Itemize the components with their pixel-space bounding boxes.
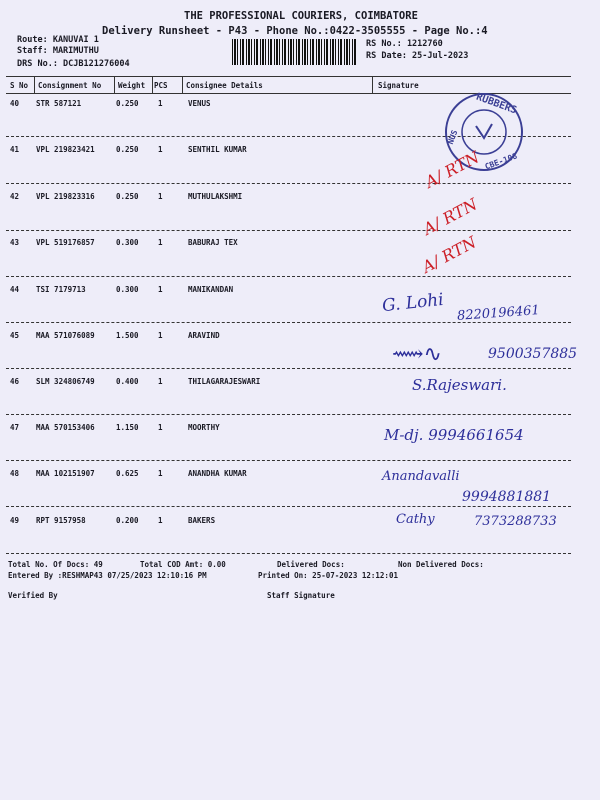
- header-rule-top: [6, 76, 571, 77]
- stamp-text-bottom: CBE-108: [483, 151, 519, 172]
- row-sno: 41: [10, 145, 20, 154]
- row-consignment: SLM 324806749: [36, 377, 95, 386]
- row-sno: 43: [10, 238, 20, 247]
- rs-date: RS Date: 25-Jul-2023: [366, 51, 469, 61]
- return-mark: A/ RTN: [421, 147, 483, 192]
- entered-by: Entered By :RESHMAP43 07/25/2023 12:10:16 PM: [8, 571, 207, 580]
- row-sno: 47: [10, 423, 20, 432]
- row-consignee: SENTHIL KUMAR: [188, 145, 247, 154]
- row-weight: 1.150: [116, 423, 139, 432]
- total-cod-amount: Total COD Amt: 0.00: [140, 560, 226, 569]
- row-pcs: 1: [158, 285, 163, 294]
- row-consignee: THILAGARAJESWARI: [188, 377, 261, 386]
- staff-signature-label: Staff Signature: [267, 591, 335, 600]
- row-pcs: 1: [158, 145, 163, 154]
- signature: Anandavalli: [382, 469, 460, 484]
- row-consignment: VPL 519176857: [36, 238, 95, 247]
- row-consignee: ANANDHA KUMAR: [188, 469, 247, 478]
- signature-scribble: ⟿∿: [392, 342, 442, 367]
- row-sno: 40: [10, 99, 20, 108]
- row-pcs: 1: [158, 238, 163, 247]
- row-consignee: ARAVIND: [188, 331, 220, 340]
- barcode: [232, 39, 358, 65]
- row-consignee: BAKERS: [188, 516, 216, 525]
- runsheet-title: Delivery Runsheet - P43 - Phone No.:0422-3505555 - Page No.:4: [102, 25, 488, 37]
- return-mark: A/ RTN: [418, 232, 480, 277]
- row-consignment: VPL 219823316: [36, 192, 95, 201]
- row-weight: 1.500: [116, 331, 139, 340]
- signature-phone: 7373288733: [474, 514, 557, 529]
- signature-phone: 8220196461: [456, 303, 541, 324]
- row-pcs: 1: [158, 423, 163, 432]
- table-row: [0, 238, 600, 284]
- row-sno: 48: [10, 469, 20, 478]
- row-consignment: MAA 102151907: [36, 469, 95, 478]
- signature-phone: 9994881881: [462, 489, 552, 505]
- row-consignment: MAA 571076089: [36, 331, 95, 340]
- col-signature: Signature: [378, 81, 419, 90]
- col-consignee: Consignee Details: [186, 81, 263, 90]
- delivered-docs: Delivered Docs:: [277, 560, 345, 569]
- row-consignee: VENUS: [188, 99, 211, 108]
- row-sno: 42: [10, 192, 20, 201]
- printed-on: Printed On: 25-07-2023 12:12:01: [258, 571, 398, 580]
- row-pcs: 1: [158, 331, 163, 340]
- row-weight: 0.300: [116, 238, 139, 247]
- drs-number: DRS No.: DCJB121276004: [17, 59, 130, 69]
- row-sno: 44: [10, 285, 20, 294]
- row-consignee: MANIKANDAN: [188, 285, 234, 294]
- return-mark: A/ RTN: [419, 194, 481, 239]
- verified-by-label: Verified By: [8, 591, 58, 600]
- signature: S.Rajeswari.: [412, 376, 507, 394]
- col-consignment: Consignment No: [38, 81, 102, 90]
- row-consignment: RPT 9157958: [36, 516, 86, 525]
- total-docs: Total No. Of Docs: 49: [8, 560, 103, 569]
- row-consignee: BABURAJ TEX: [188, 238, 238, 247]
- table-row: [0, 377, 600, 423]
- row-weight: 0.250: [116, 145, 139, 154]
- table-row: [0, 192, 600, 238]
- col-weight: Weight: [118, 81, 146, 90]
- row-weight: 0.300: [116, 285, 139, 294]
- col-sno: S No: [10, 81, 29, 90]
- staff-label: Staff: MARIMUTHU: [17, 46, 99, 56]
- signature: G. Lohi: [381, 289, 445, 317]
- row-sno: 49: [10, 516, 20, 525]
- non-delivered-docs: Non Delivered Docs:: [398, 560, 484, 569]
- row-consignment: VPL 219823421: [36, 145, 95, 154]
- row-consignment: MAA 570153406: [36, 423, 95, 432]
- route-label: Route: KANUVAI 1: [17, 35, 99, 45]
- stamp-text-left: NUS: [445, 128, 460, 146]
- row-pcs: 1: [158, 192, 163, 201]
- row-pcs: 1: [158, 377, 163, 386]
- row-weight: 0.250: [116, 99, 139, 108]
- signature-phone: 9500357885: [488, 346, 578, 362]
- rs-number: RS No.: 1212760: [366, 39, 443, 49]
- stamp-text-top: RUBBERS: [474, 91, 518, 117]
- col-pcs: PCS: [154, 81, 168, 90]
- row-weight: 0.250: [116, 192, 139, 201]
- row-weight: 0.200: [116, 516, 139, 525]
- row-sno: 46: [10, 377, 20, 386]
- row-consignment: STR 587121: [36, 99, 82, 108]
- row-pcs: 1: [158, 99, 163, 108]
- signature: Cathy: [396, 512, 435, 527]
- company-title: THE PROFESSIONAL COURIERS, COIMBATORE: [184, 10, 418, 22]
- row-sno: 45: [10, 331, 20, 340]
- row-pcs: 1: [158, 516, 163, 525]
- signature: M-dj. 9994661654: [384, 426, 524, 444]
- row-consignee: MUTHULAKSHMI: [188, 192, 243, 201]
- row-pcs: 1: [158, 469, 163, 478]
- row-consignment: TSI 7179713: [36, 285, 86, 294]
- row-consignee: MOORTHY: [188, 423, 220, 432]
- row-weight: 0.625: [116, 469, 139, 478]
- row-weight: 0.400: [116, 377, 139, 386]
